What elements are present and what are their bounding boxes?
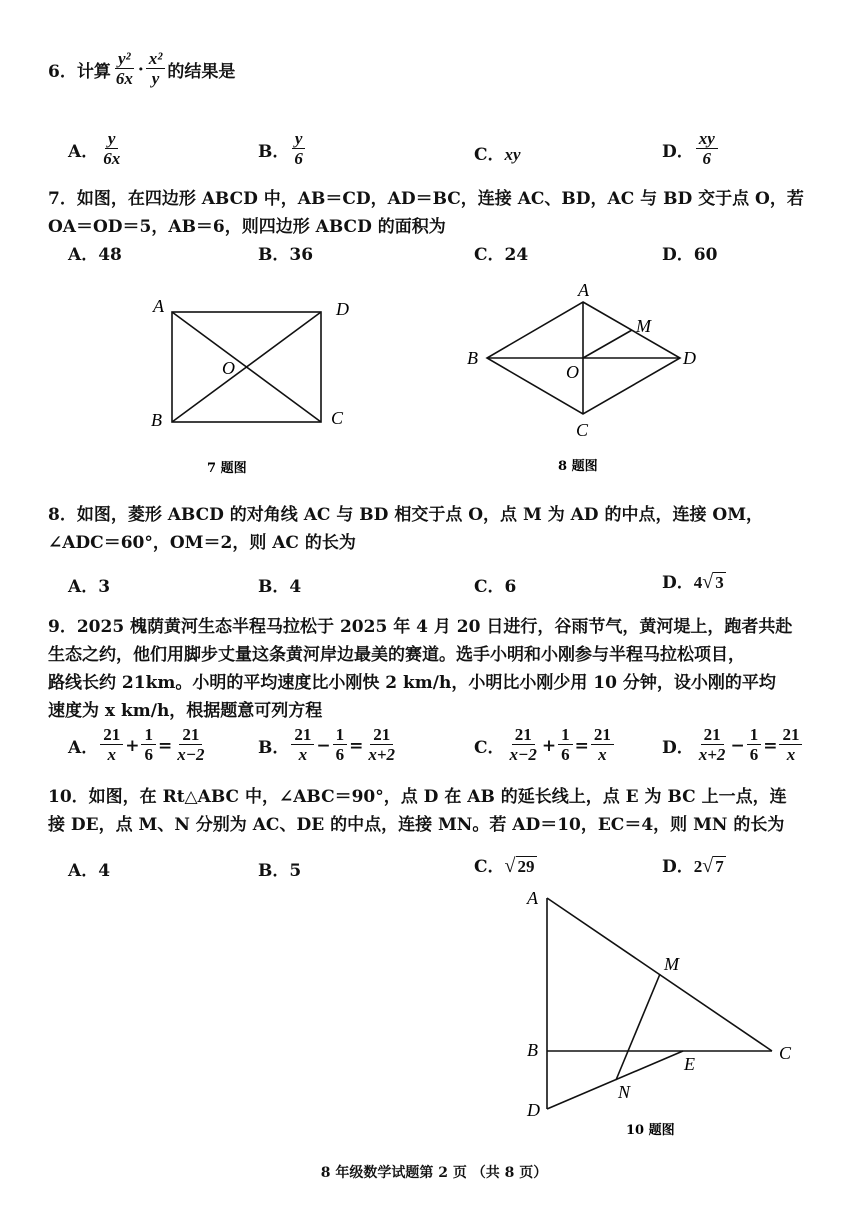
q10-option-a: A．4 [68, 861, 111, 881]
q9-a-f3-den: x−2 [177, 745, 205, 764]
q6-option-d-fraction [696, 130, 718, 169]
q7-line-2: OA＝OD＝5，AB＝6，则四边形 ABCD 的面积为 [48, 217, 446, 237]
fig10-label-a: A [527, 888, 538, 908]
q9-b-eq: = [349, 735, 364, 756]
fig8-label-c: C [576, 420, 589, 440]
fig10-lines [547, 898, 772, 1109]
q9-b-frac3 [365, 726, 398, 765]
fig7-caption: 7 题图 [207, 461, 247, 476]
q6-d-den: 6 [702, 149, 712, 168]
fig10-label-e: E [684, 1054, 695, 1074]
q8-line-1: 8．如图，菱形 ABCD 的对角线 AC 与 BD 相交于点 O，点 M 为 AD 的中点，连接 OM， [48, 505, 764, 525]
fig8-label-o: O [566, 362, 579, 382]
q9-b-f1-den: x [298, 745, 308, 764]
q9-b-f1-num: 21 [291, 726, 314, 745]
q8-line-2: ∠ADC＝60°，OM＝2，则 AC 的长为 [48, 533, 356, 553]
q9-d-f3-den: x [786, 745, 796, 764]
q9-c-op: + [541, 735, 557, 756]
q6-option-c-label: C． [474, 145, 505, 165]
q10-option-d-label: D． [662, 857, 694, 877]
q9-a-op: + [125, 735, 140, 756]
fig10-segment-de [547, 1051, 683, 1109]
q9-a-frac2 [141, 726, 156, 765]
q9-c-f3-num: 21 [591, 726, 614, 745]
page-footer: 8 年级数学试题第 2 页 （共 8 页） [320, 1165, 548, 1181]
fig7-label-a: A [153, 296, 164, 316]
sqrt-icon: √ [702, 855, 714, 877]
fig10-label-n: N [618, 1082, 631, 1102]
q10-option-b: B．5 [258, 861, 302, 881]
fig10-label-d: D [527, 1100, 540, 1120]
q9-a-f1-den: x [107, 745, 116, 764]
fig8-label-b: B [467, 348, 478, 368]
q6-d-num: xy [696, 130, 718, 149]
q9-option-d [662, 726, 804, 765]
q9-c-f3-den: x [598, 745, 607, 764]
q10-option-c [474, 852, 537, 878]
q9-b-f3-num: 21 [370, 726, 393, 745]
q6-option-b-fraction [291, 130, 306, 169]
q8-option-c: C．6 [474, 577, 517, 597]
q6-f2-den: y [151, 69, 160, 88]
q10-option-d [662, 852, 726, 878]
q9-b-frac2 [333, 726, 348, 765]
q6-option-d-label: D． [662, 142, 694, 162]
sqrt-icon: √ [702, 571, 714, 593]
q8-option-d-label: D． [662, 573, 694, 593]
q6-f2-num: x² [146, 50, 166, 69]
q9-b-f2-num: 1 [333, 726, 348, 745]
q6-option-c-text: xy [504, 145, 521, 164]
q7-option-d: D．60 [662, 245, 718, 265]
q6-a-num: y [105, 130, 119, 149]
q10-option-c-label: C． [474, 857, 505, 877]
q9-d-op: − [730, 735, 745, 756]
q6-option-b-label: B． [258, 142, 290, 162]
figure-7 [172, 312, 321, 422]
sqrt-icon: √ [504, 855, 516, 877]
q9-a-frac1 [100, 726, 123, 765]
q6-stem-post: 的结果是 [167, 62, 236, 82]
fig8-label-a: A [578, 280, 589, 300]
fig10-label-b: B [527, 1040, 538, 1060]
q9-a-f2-num: 1 [141, 726, 156, 745]
q10-line-1: 10．如图，在 Rt△ABC 中，∠ABC＝90°，点 D 在 AB 的延长线上，点 E 为 BC 上一点，连 [48, 787, 787, 807]
q6-b-den: 6 [294, 149, 303, 168]
fig7-label-c: C [331, 408, 344, 428]
figure-8 [487, 302, 680, 414]
q9-a-f3-num: 21 [179, 726, 202, 745]
q6-option-d [662, 130, 720, 169]
q9-d-label: D． [662, 738, 694, 758]
fig7-label-b: B [151, 410, 162, 430]
q6-stem-pre: 6．计算 [48, 62, 111, 82]
fig8-segment-om [583, 330, 632, 358]
q6-f1-den: 6x [115, 69, 133, 88]
q9-a-f1-num: 21 [100, 726, 123, 745]
q6-f1-num: y² [115, 50, 134, 69]
q9-line-2: 生态之约，他们用脚步丈量这条黄河岸边最美的赛道。选手小明和小刚参与半程马拉松项目， [48, 645, 745, 665]
q7-option-c: C．24 [474, 245, 529, 265]
q6-option-a-label: A． [68, 142, 99, 162]
q9-c-f2-num: 1 [558, 726, 573, 745]
fig8-label-d: D [683, 348, 696, 368]
q7-option-a: A．48 [68, 245, 122, 265]
q9-c-frac2 [558, 726, 573, 765]
fig10-caption: 10 题图 [626, 1123, 675, 1138]
q9-d-f1-num: 21 [701, 726, 724, 745]
q6-dot: · [137, 59, 144, 80]
q6-fraction-1 [113, 50, 136, 89]
q9-d-f2-num: 1 [747, 726, 762, 745]
figures-7-8 [0, 270, 868, 490]
q6-b-num: y [292, 130, 306, 149]
fig7-label-o: O [222, 358, 235, 378]
q9-d-frac1 [696, 726, 729, 765]
q9-d-frac3 [779, 726, 802, 765]
q9-option-b [258, 726, 400, 765]
q9-a-label: A． [68, 738, 99, 758]
fig8-caption: 8 题图 [558, 459, 598, 474]
q10-option-d-coef: 2 [693, 857, 703, 876]
q9-option-c [474, 726, 616, 765]
q9-b-label: B． [258, 738, 290, 758]
q9-a-eq: = [157, 735, 173, 756]
q9-d-f2-den: 6 [749, 745, 759, 764]
q6-option-a-fraction [100, 130, 123, 169]
q9-line-1: 9．2025 槐荫黄河生态半程马拉松于 2025 年 4 月 20 日进行，谷雨节气，黄河堤上，跑者共赴 [48, 617, 793, 637]
fig10-label-m: M [664, 954, 679, 974]
q9-b-f3-den: x+2 [368, 745, 396, 764]
q7-option-b: B．36 [258, 245, 314, 265]
q9-b-frac1 [291, 726, 314, 765]
q9-a-frac3 [174, 726, 207, 765]
fig10-label-c: C [779, 1043, 792, 1063]
q9-d-eq: = [763, 735, 778, 756]
q9-line-4: 速度为 x km/h，根据题意可列方程 [48, 701, 323, 721]
fig8-label-m: M [636, 316, 651, 336]
q7-line-1: 7．如图，在四边形 ABCD 中，AB＝CD，AD＝BC，连接 AC、BD，AC 与 BD 交于点 O，若 [48, 189, 804, 209]
q8-option-d-coef: 4 [693, 573, 703, 592]
q9-option-a [68, 726, 210, 765]
q8-option-b: B．4 [258, 577, 302, 597]
q6-option-c [474, 140, 521, 165]
q9-c-eq: = [574, 735, 589, 756]
q9-c-f1-num: 21 [512, 726, 535, 745]
q9-c-frac1 [507, 726, 540, 765]
q8-option-d-radicand: 3 [715, 573, 724, 592]
q9-c-label: C． [474, 738, 505, 758]
q9-a-f2-den: 6 [144, 745, 153, 764]
q10-line-2: 接 DE，点 M、N 分别为 AC、DE 的中点，连接 MN。若 AD＝10，EC＝4，则 MN 的长为 [48, 815, 785, 835]
q6-option-b [258, 130, 308, 169]
q10-option-c-radicand: 29 [517, 857, 535, 876]
q8-option-d [662, 568, 726, 594]
q9-c-f1-den: x−2 [509, 745, 537, 764]
q9-b-op: − [316, 735, 331, 756]
q6-a-den: 6x [103, 149, 121, 168]
q8-option-a: A．3 [68, 577, 111, 597]
q9-d-f1-den: x+2 [698, 745, 726, 764]
q10-option-d-radicand: 7 [715, 857, 724, 876]
fig7-label-d: D [336, 299, 349, 319]
q9-line-3: 路线长约 21km。小明的平均速度比小刚快 2 km/h，小明比小刚少用 10 分钟，设小刚的平均 [48, 673, 776, 693]
q9-d-frac2 [747, 726, 762, 765]
q9-d-f3-num: 21 [779, 726, 802, 745]
q6-fraction-2 [146, 50, 166, 89]
q9-b-f2-den: 6 [335, 745, 345, 764]
q6-stem [48, 50, 235, 89]
q9-c-frac3 [591, 726, 614, 765]
q9-c-f2-den: 6 [561, 745, 570, 764]
figure-10 [0, 880, 868, 1140]
q6-option-a [68, 130, 125, 169]
